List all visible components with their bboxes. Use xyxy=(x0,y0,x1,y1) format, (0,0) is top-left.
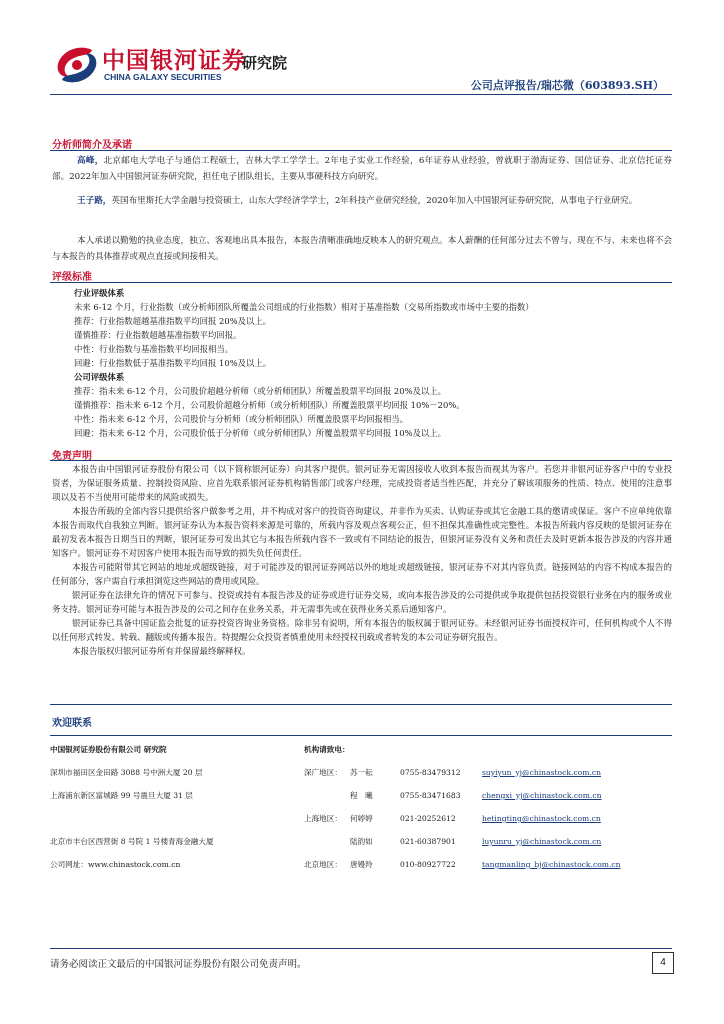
footer-disclaimer-note: 请务必阅读正文最后的中国银河证券股份有限公司免责声明。 xyxy=(50,959,307,970)
address-beijing: 北京市丰台区西营街 8 号院 1 号楼青海金融大厦 xyxy=(50,837,214,846)
sales-phone: 0755-83479312 xyxy=(400,768,461,777)
disclaimer-paragraph: 本报告由中国银河证券股份有限公司（以下简称银河证券）向其客户提供。银河证券无需因接收人收到本报告而视其为客户。若您并非银河证券客户中的专业投资者，为保证服务质量、控制投资风险、应首先联系银河证券机构销售部门或客户经理，完成投资者适当性匹配，并充分了解该项服务的性质、特点、使用的注意事项以及若不当使用可能带来的风险或损失。 xyxy=(52,465,672,503)
company-name: 中国银河证券股份有限公司 研究院 xyxy=(50,745,167,754)
rating-section-title: 评级标准 xyxy=(52,272,92,283)
analyst-name: 王子路， xyxy=(77,196,112,206)
industry-rating-line: 回避：行业指数低于基准指数平均回报 10%及以上。 xyxy=(74,358,272,368)
industry-rating-line: 谨慎推荐：行业指数超越基准指数平均回报。 xyxy=(74,330,242,340)
company-website: 公司网址：www.chinastock.com.cn xyxy=(50,860,181,869)
industry-rating-line: 未来 6-12 个月，行业指数（或分析师团队所覆盖公司组成的行业指数）相对于基准指数（交易所指数或市场中主要的指数） xyxy=(74,302,534,312)
disclaimer-paragraph: 本报告所载的全部内容只提供给客户做参考之用，并不构成对客户的投资咨询建议，并非作为买卖、认购证券或其它金融工具的邀请或保证。客户不应单纯依靠本报告而取代自我独立判断。银河证券认为本报告资料来源是可靠的，所载内容及观点客观公正，但不担保其准确性或完整性。本报告所载内容反映的是银河证券在最初发表本报告日期当日的判断，银河证券可发出其它与本报告所载内容不一致或有不同结论的报告，但银河证券没有义务和责任去及时更新本报告涉及的内容并通知客户。银河证券不对因客户使用本报告而导致的损失负任何责任。 xyxy=(52,507,672,559)
sales-name: 唐嫚羚 xyxy=(350,860,373,869)
sales-phone: 021-60387901 xyxy=(400,837,456,846)
sales-region: 北京地区： xyxy=(304,860,342,869)
galaxy-logo-icon xyxy=(54,42,100,88)
disclaimer-paragraph: 银河证券已具备中国证监会批复的证券投资咨询业务资格。除非另有说明，所有本报告的版权属于银河证券。未经银河证券书面授权许可，任何机构或个人不得以任何形式转发、转载、翻版或传播本报告。特提醒公众投资者慎重使用未经授权刊载或者转发的本公司证券研究报告。 xyxy=(52,619,672,643)
analyst-bio-wangzilu xyxy=(52,193,672,209)
contact-addresses xyxy=(50,740,214,878)
industry-rating-title: 行业评级体系 xyxy=(74,288,125,298)
analyst-rule xyxy=(50,150,672,151)
address-shanghai: 上海浦东新区富城路 99 号震旦大厦 31 层 xyxy=(50,791,193,800)
contact-section-title: 欢迎联系 xyxy=(52,718,92,729)
page-number: 4 xyxy=(652,952,674,974)
company-rating-title: 公司评级体系 xyxy=(74,372,125,382)
disclaimer-paragraph: 本报告可能附带其它网站的地址或超级链接，对于可能涉及的银河证券网站以外的地址或超级链接，银河证券不对其内容负责。链接网站的内容不构成本报告的任何部分，客户需自行承担浏览这些网站的费用或风险。 xyxy=(52,563,672,587)
sales-phone: 021-20252612 xyxy=(400,814,456,823)
sales-email-link[interactable]: suyiyun_yj@chinastock.com.cn xyxy=(482,768,601,777)
analyst-bio-gaofeng xyxy=(52,153,672,185)
institute-label: 研究院 xyxy=(242,54,288,72)
company-rating-line: 推荐：指未来 6-12 个月，公司股价超越分析师（或分析师团队）所覆盖股票平均回报 20%及以上。 xyxy=(74,386,447,396)
disclaimer-section-title: 免责声明 xyxy=(52,451,92,462)
sales-contacts xyxy=(304,740,674,878)
analyst-bio-text: 北京邮电大学电子与通信工程硕士，吉林大学工学学士。2年电子实业工作经验，6年证券从业经验，曾就职于渤海证券、国信证券、北京信托证券部。2022年加入中国银河证券研究院，担任电子团队组长，主要从事硬科技方向研究。 xyxy=(52,156,672,182)
sales-row xyxy=(304,763,674,786)
analyst-name: 高峰， xyxy=(77,156,104,166)
footer-rule xyxy=(50,948,672,949)
sales-name: 程 曦 xyxy=(350,791,373,800)
sales-email-link[interactable]: hetingting@chinastock.com.cn xyxy=(482,814,601,823)
disclaimer-rule xyxy=(50,460,672,461)
sales-row xyxy=(304,786,674,809)
analyst-commitment: 本人承诺以勤勉的执业态度，独立、客观地出具本报告，本报告清晰准确地反映本人的研究观点。本人薪酬的任何部分过去不曾与、现在不与、未来也将不会与本报告的具体推荐或观点直接或间接相关。 xyxy=(52,236,672,262)
brand-name-en: CHINA GALAXY SECURITIES xyxy=(104,72,222,82)
industry-rating-line: 中性：行业指数与基准指数平均回报相当。 xyxy=(74,344,234,354)
report-reference: 公司点评报告/瑞芯微（603893.SH） xyxy=(470,79,664,92)
header-rule xyxy=(50,94,672,95)
sales-region: 深广地区： xyxy=(304,768,342,777)
address-shenzhen: 深圳市福田区金田路 3088 号中洲大厦 20 层 xyxy=(50,768,203,777)
company-rating-line: 中性：指未来 6-12 个月，公司股价与分析师（或分析师团队）所覆盖股票平均回报相当。 xyxy=(74,414,409,424)
disclaimer-paragraph: 本报告版权归银河证券所有并保留最终解释权。 xyxy=(72,647,251,657)
industry-rating-line: 推荐：行业指数超越基准指数平均回报 20%及以上。 xyxy=(74,316,272,326)
company-rating-line: 谨慎推荐：指未来 6-12 个月，公司股价超越分析师（或分析师团队）所覆盖股票平均回报 10%－20%。 xyxy=(74,400,465,410)
sales-name: 苏一耘 xyxy=(350,768,373,777)
sales-row xyxy=(304,855,674,878)
brand-name-cn: 中国银河证券 xyxy=(102,48,246,74)
contact-top-rule xyxy=(50,704,672,705)
sales-name: 陆韵如 xyxy=(350,837,373,846)
sales-email-link[interactable]: luyunru_yj@chinastock.com.cn xyxy=(482,837,602,846)
disclaimer-body xyxy=(52,463,672,659)
company-rating-line: 回避：指未来 6-12 个月，公司股价低于分析师（或分析师团队）所覆盖股票平均回报 10%及以上。 xyxy=(74,428,447,438)
company-logo xyxy=(54,40,288,90)
contact-rule xyxy=(50,735,672,736)
sales-row xyxy=(304,832,674,855)
sales-email-link[interactable]: tangmanling_bj@chinastock.com.cn xyxy=(482,860,621,869)
rating-rule xyxy=(50,282,672,283)
sales-name: 何婷婷 xyxy=(350,814,373,823)
sales-region: 上海地区： xyxy=(304,814,342,823)
sales-phone: 0755-83471683 xyxy=(400,791,461,800)
rating-standards xyxy=(74,286,672,440)
analyst-section-title: 分析师简介及承诺 xyxy=(52,140,132,151)
analyst-bio-text: 英国布里斯托大学金融与投资硕士，山东大学经济学学士，2年科技产业研究经验，2020年加入中国银河证券研究院，从事电子行业研究。 xyxy=(111,196,638,206)
sales-row xyxy=(304,809,674,832)
disclaimer-paragraph: 银河证券在法律允许的情况下可参与、投资或持有本报告涉及的证券或进行证券交易，或向本报告涉及的公司提供或争取提供包括投资银行业务在内的服务或业务支持。银河证券可能与本报告涉及的公司之间存在业务关系，并无需事先或在获得业务关系后通知客户。 xyxy=(52,591,672,615)
sales-title: 机构请致电： xyxy=(304,745,350,754)
sales-phone: 010-80927722 xyxy=(400,860,456,869)
sales-email-link[interactable]: chengxi_yj@chinastock.com.cn xyxy=(482,791,602,800)
